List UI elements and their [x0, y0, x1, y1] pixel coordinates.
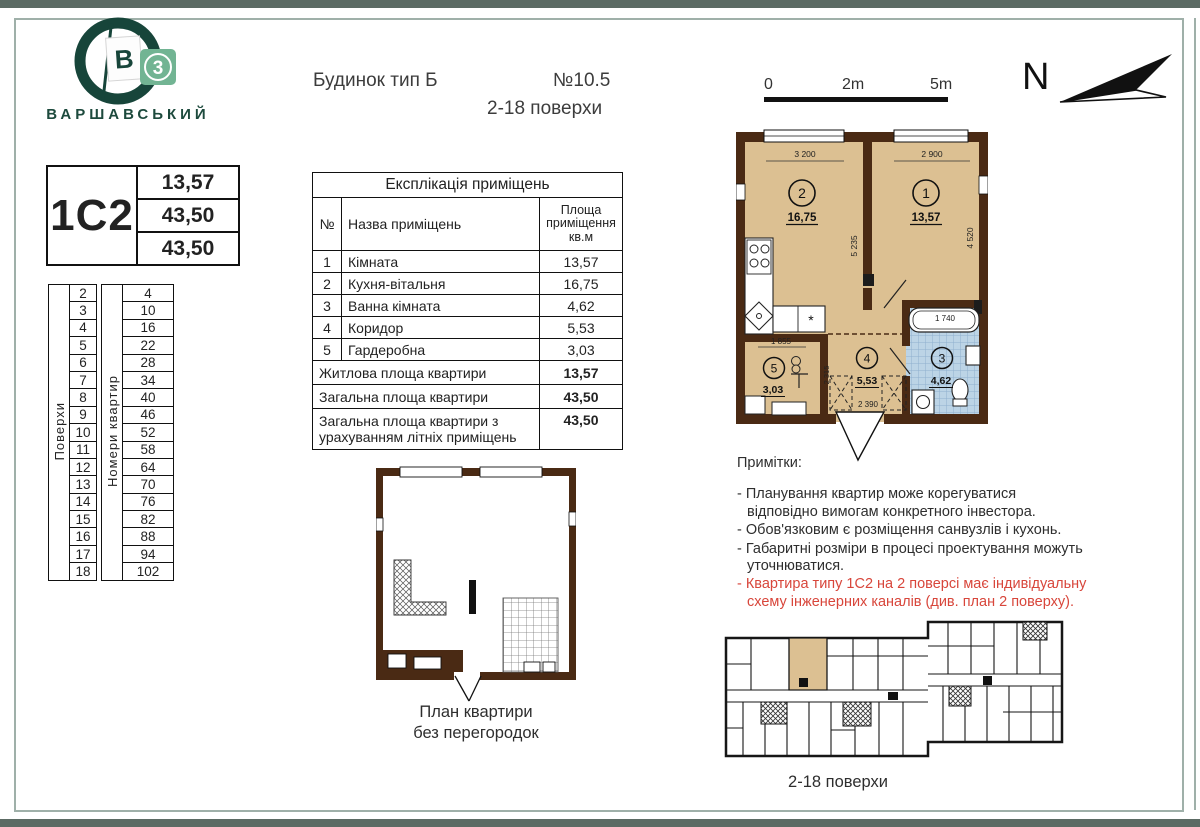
room-num: 5: [313, 339, 342, 361]
room-area: 5,53: [540, 317, 623, 339]
floor-cell: 9: [70, 406, 97, 423]
page-top-strip: [0, 0, 1200, 8]
floor-cell: 18: [70, 563, 97, 580]
dim-bath-width: 1 740: [934, 314, 956, 323]
summary-value: 13,57: [540, 361, 623, 385]
unit-living-area: 13,57: [137, 166, 239, 199]
note-item: - Обов'язковим є розміщення санвузлів і кухонь.: [737, 522, 1062, 539]
dim-corridor-width: 2 390: [857, 400, 879, 409]
floor-cell: 10: [70, 424, 97, 441]
dishwasher-symbol: *: [808, 312, 814, 328]
col-header-area: Площа приміщення кв.м: [540, 198, 623, 251]
floor-cell: 14: [70, 493, 97, 510]
floor-cell: 16: [70, 528, 97, 545]
north-arrow-icon: [1058, 52, 1180, 110]
open-plan-drawing: [376, 460, 576, 708]
brand-name: ВАРШАВСЬКИЙ: [46, 106, 210, 123]
dim-wardrobe-width: 1 855: [770, 337, 792, 346]
scale-tick-5m: 5m: [930, 76, 953, 93]
scale-tick-2m: 2m: [842, 76, 865, 93]
open-plan-caption: [376, 702, 576, 743]
floor-cell: 15: [70, 511, 97, 528]
room-name: Кімната: [342, 251, 540, 273]
apartment-floor-plan: [736, 118, 988, 464]
apartments-subtable: [101, 284, 174, 581]
floor-cell: 17: [70, 545, 97, 562]
apartment-cell: 22: [123, 337, 174, 354]
room-area: 13,57: [540, 251, 623, 273]
room-num: 2: [313, 273, 342, 295]
room-name: Гардеробна: [342, 339, 540, 361]
floor-cell: 13: [70, 476, 97, 493]
apartment-cell: 82: [123, 511, 174, 528]
notes-block: [737, 455, 1089, 612]
open-plan-caption-line2: без перегородок: [413, 723, 539, 742]
notes-title: Примітки:: [737, 455, 802, 471]
note-item: - Планування квартир може корегуватися відповідно вимогам конкретного інвестора.: [737, 486, 1036, 520]
dim-room2-width: 3 200: [794, 149, 816, 159]
floors-range: 2-18 поверхи: [487, 98, 603, 119]
floor-cell: 8: [70, 389, 97, 406]
plan-number: №10.5: [553, 70, 611, 91]
unit-card: [46, 165, 240, 266]
apartment-cell: 102: [123, 563, 174, 580]
logo-flag-letter: В: [113, 43, 135, 75]
dim-corridor-height: 2 315: [822, 365, 831, 385]
room-num: 3: [313, 295, 342, 317]
apartment-cell: 88: [123, 528, 174, 545]
apartment-cell: 4: [123, 285, 174, 302]
unit-total-area-summer: 43,50: [137, 232, 239, 265]
room2-number: 2: [798, 185, 806, 201]
col-header-name: Назва приміщень: [342, 198, 540, 251]
dim-room1-height: 4 520: [965, 227, 975, 249]
room4-area: 5,53: [856, 375, 878, 387]
note-item-red: - Квартира типу 1С2 на 2 поверсі має індивідуальну схему інженерних каналів (див. план 2 поверху).: [737, 576, 1087, 610]
room-name: Ванна кімната: [342, 295, 540, 317]
apartment-cell: 64: [123, 458, 174, 475]
apartment-cell: 34: [123, 371, 174, 388]
building-plan-caption: 2-18 поверхи: [788, 773, 888, 791]
explication-title: Експлікація приміщень: [313, 173, 623, 198]
room5-area: 3,03: [762, 384, 784, 396]
page-frame-right-line: [1194, 18, 1196, 810]
unit-code: 1С2: [47, 166, 137, 265]
floor-cell: 11: [70, 441, 97, 458]
scale-bar-line: [764, 97, 948, 102]
floor-cell: 12: [70, 458, 97, 475]
explication-table: [312, 172, 623, 450]
room-area: 16,75: [540, 273, 623, 295]
building-type-title: Будинок тип Б: [313, 70, 438, 91]
room-area: 4,62: [540, 295, 623, 317]
floor-cell: 2: [70, 285, 97, 302]
room-num: 4: [313, 317, 342, 339]
floor-cell: 6: [70, 354, 97, 371]
apartment-cell: 40: [123, 389, 174, 406]
room-name: Кухня-вітальня: [342, 273, 540, 295]
apartment-cell: 16: [123, 319, 174, 336]
room4-number: 4: [863, 351, 871, 366]
room3-area: 4,62: [930, 375, 952, 387]
apartment-cell: 10: [123, 302, 174, 319]
summary-label: Житлова площа квартири: [313, 361, 540, 385]
floors-apartments-table: [48, 284, 174, 581]
north-label: N: [1022, 56, 1050, 98]
unit-total-area: 43,50: [137, 199, 239, 232]
dim-room1-width: 2 900: [921, 149, 943, 159]
apartment-cell: 70: [123, 476, 174, 493]
room-area: 3,03: [540, 339, 623, 361]
summary-value: 43,50: [540, 385, 623, 409]
summary-label: Загальна площа квартири з урахуванням літніх приміщень: [313, 409, 540, 450]
apartment-cell: 28: [123, 354, 174, 371]
scale-bar: [762, 76, 952, 104]
apartment-cell: 76: [123, 493, 174, 510]
floor-cell: 4: [70, 319, 97, 336]
brand-logo-icon: [58, 12, 193, 106]
col-header-num: №: [313, 198, 342, 251]
room2-area: 16,75: [787, 212, 817, 224]
apartment-cell: 94: [123, 545, 174, 562]
apartments-column-label: Номери квартир: [104, 374, 120, 487]
floors-subtable: [48, 284, 97, 581]
room1-number: 1: [922, 185, 930, 201]
apartment-cell: 58: [123, 441, 174, 458]
floor-cell: 5: [70, 337, 97, 354]
room-name: Коридор: [342, 317, 540, 339]
floor-cell: 3: [70, 302, 97, 319]
room3-number: 3: [938, 351, 946, 366]
room1-area: 13,57: [911, 212, 941, 224]
floors-column-label: Поверхи: [51, 401, 67, 461]
page-bottom-strip: [0, 819, 1200, 827]
floor-cell: 7: [70, 371, 97, 388]
note-item: - Габаритні розміри в процесі проектування можуть уточнюватися.: [737, 540, 1083, 574]
open-plan-caption-line1: План квартири: [419, 703, 533, 721]
scale-tick-0: 0: [764, 76, 773, 93]
apartment-cell: 46: [123, 406, 174, 423]
logo-badge-number: 3: [152, 58, 164, 79]
building-floor-plan: [703, 616, 1075, 768]
summary-label: Загальна площа квартири: [313, 385, 540, 409]
dim-mid-height: 5 235: [849, 235, 859, 257]
room5-number: 5: [770, 361, 778, 376]
summary-value: 43,50: [540, 409, 623, 450]
apartment-cell: 52: [123, 424, 174, 441]
room-num: 1: [313, 251, 342, 273]
